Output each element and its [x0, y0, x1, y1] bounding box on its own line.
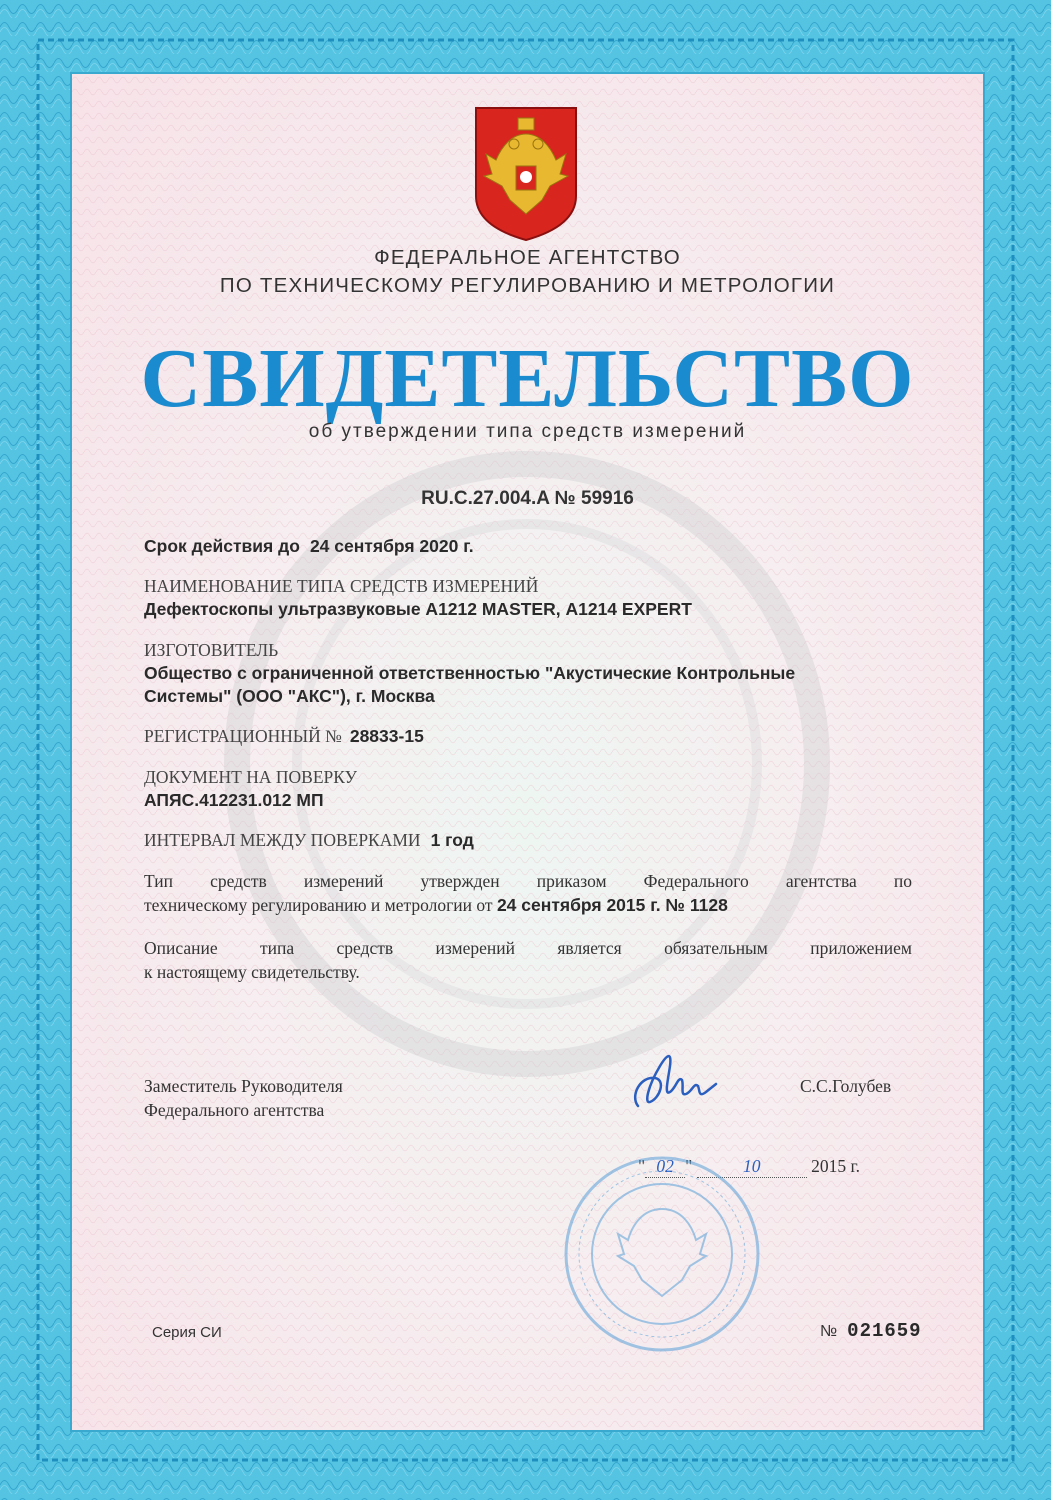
serial-number: 021659 — [847, 1320, 922, 1342]
interval-row — [144, 830, 474, 851]
date-line: " 02 " 10 2015 г. — [638, 1156, 861, 1176]
instrument-type-value: Дефектоскопы ультразвуковые А1212 MASTER, А1214 EXPERT — [144, 599, 692, 619]
date-month: 10 — [697, 1156, 807, 1178]
certificate-subtitle: об утверждении типа средств измерений — [308, 421, 747, 442]
serial-number-row — [820, 1320, 922, 1342]
description-line2: к настоящему свидетельству. — [144, 962, 360, 982]
series-label: Серия СИ — [152, 1324, 222, 1341]
validity-value: 24 сентября 2020 г. — [309, 536, 474, 556]
manufacturer-label: ИЗГОТОВИТЕЛЬ — [144, 640, 279, 660]
signatory-name: С.С.Голубев — [800, 1076, 892, 1096]
serial-number-prefix: № — [820, 1323, 838, 1340]
date-day: 02 — [645, 1156, 685, 1178]
russian-coat-of-arms-icon — [472, 104, 580, 244]
registration-value: 28833-15 — [349, 726, 424, 746]
manufacturer-value-line1: Общество с ограниченной ответственностью "Акустические Контрольные — [144, 663, 796, 683]
description-line1: Описание типа средств измерений является обязательным приложением — [144, 938, 912, 958]
instrument-type-label: НАИМЕНОВАНИЕ ТИПА СРЕДСТВ ИЗМЕРЕНИЙ — [144, 576, 539, 596]
registration-label: РЕГИСТРАЦИОННЫЙ № — [144, 726, 342, 746]
certificate-number: RU.C.27.004.A № 59916 — [421, 488, 634, 509]
validity-row — [144, 536, 474, 557]
order-date-number: 24 сентября 2015 г. № 1128 — [496, 895, 728, 915]
manufacturer-value-line2: Системы" (ООО "АКС"), г. Москва — [144, 686, 435, 706]
validity-label: Срок действия до — [144, 536, 300, 556]
agency-name-line2: ПО ТЕХНИЧЕСКОМУ РЕГУЛИРОВАНИЮ И МЕТРОЛОГИИ — [219, 274, 836, 297]
interval-value: 1 год — [430, 830, 474, 850]
certificate-body — [70, 72, 985, 1432]
certificate-title: СВИДЕТЕЛЬСТВО — [140, 332, 915, 425]
official-stamp — [562, 1154, 762, 1354]
interval-label: ИНТЕРВАЛ МЕЖДУ ПОВЕРКАМИ — [144, 830, 421, 850]
date-year: 2015 г. — [811, 1156, 861, 1176]
agency-name-line1: ФЕДЕРАЛЬНОЕ АГЕНТСТВО — [374, 246, 681, 269]
signature — [620, 1036, 730, 1126]
signatory-position-line2: Федерального агентства — [144, 1100, 325, 1120]
verification-doc-value: АПЯС.412231.012 МП — [144, 790, 324, 810]
verification-doc-label: ДОКУМЕНТ НА ПОВЕРКУ — [144, 767, 357, 787]
order-line1: Тип средств измерений утвержден приказом Федерального агентства по — [144, 871, 912, 891]
order-line2 — [144, 893, 912, 917]
registration-row — [144, 726, 424, 747]
signatory-position-line1: Заместитель Руководителя — [144, 1076, 343, 1096]
order-line2-text: техническому регулированию и метрологии от — [144, 895, 493, 915]
